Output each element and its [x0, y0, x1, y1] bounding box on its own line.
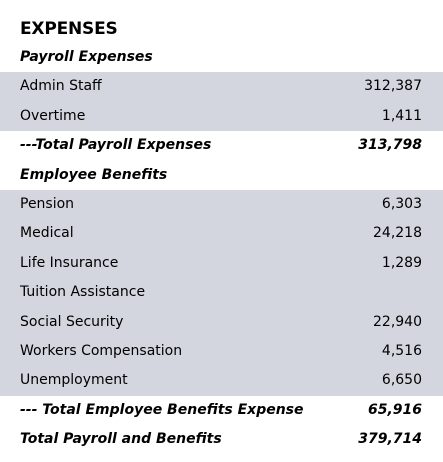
- table-row: [0, 337, 443, 366]
- subtotal-label: ---Total Payroll Expenses: [20, 137, 212, 154]
- sheet-title: EXPENSES: [20, 19, 118, 39]
- subtotal-value: 313,798: [358, 137, 422, 154]
- row-label: Tuition Assistance: [20, 284, 146, 301]
- row-value: 6,650: [381, 372, 422, 389]
- row-label: Workers Compensation: [20, 342, 183, 359]
- subtotal-value: 65,916: [367, 401, 422, 418]
- row-value: 24,218: [373, 225, 422, 242]
- grand-total-row: [0, 425, 443, 454]
- row-label: Pension: [20, 195, 75, 212]
- subtotal-label: --- Total Employee Benefits Expense: [20, 401, 304, 418]
- table-row: [0, 278, 443, 307]
- section-heading-label: Employee Benefits: [20, 166, 168, 183]
- row-value: 312,387: [364, 78, 422, 95]
- row-label: Unemployment: [20, 372, 128, 389]
- row-value: 22,940: [373, 313, 422, 330]
- row-value: 4,516: [381, 342, 422, 359]
- table-row: [0, 190, 443, 219]
- subtotal-row-payroll: [0, 131, 443, 160]
- row-label: Social Security: [20, 313, 124, 330]
- row-value: 6,303: [381, 195, 422, 212]
- row-value: 1,411: [381, 107, 422, 124]
- section-heading-payroll: [0, 43, 443, 72]
- table-row: [0, 308, 443, 337]
- grand-total-label: Total Payroll and Benefits: [20, 431, 222, 448]
- row-value: 1,289: [381, 254, 422, 271]
- table-row: [0, 249, 443, 278]
- section-heading-label: Payroll Expenses: [20, 49, 153, 65]
- row-label: Admin Staff: [20, 78, 102, 95]
- table-row: [0, 366, 443, 395]
- row-label: Life Insurance: [20, 254, 119, 271]
- row-label: Overtime: [20, 107, 86, 124]
- subtotal-row-benefits: [0, 396, 443, 425]
- table-row: [0, 72, 443, 101]
- row-label: Medical: [20, 225, 74, 242]
- grand-total-value: 379,714: [358, 431, 422, 448]
- section-heading-benefits: [0, 161, 443, 190]
- table-row: [0, 102, 443, 131]
- table-row: [0, 219, 443, 248]
